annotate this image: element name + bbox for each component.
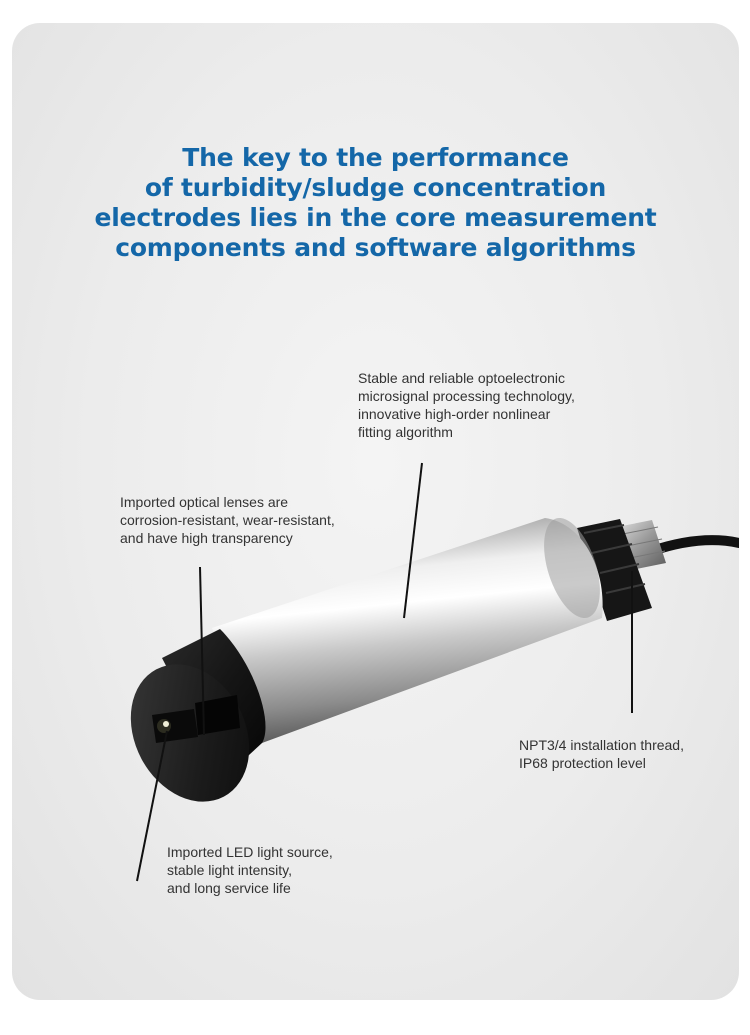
callout-thread (519, 736, 684, 772)
callout-lens-line-1: Imported optical lenses are (120, 494, 289, 510)
callout-led-line-3: and long service life (167, 880, 291, 896)
callout-thread-line-2: IP68 protection level (519, 755, 646, 771)
callout-algorithm-line-1: Stable and reliable optoelectronic (358, 370, 566, 386)
callout-algorithm (358, 369, 575, 441)
callout-led (167, 843, 333, 897)
callout-lens (120, 493, 335, 547)
callout-lens-line-3: and have high transparency (120, 530, 293, 546)
callout-thread-line-1: NPT3/4 installation thread, (519, 737, 684, 753)
callout-algorithm-line-2: microsignal processing technology, (358, 388, 575, 404)
callout-lens-line-2: corrosion-resistant, wear-resistant, (120, 512, 335, 528)
title-line-4: components and software algorithms (115, 233, 636, 262)
callout-algorithm-line-4: fitting algorithm (358, 424, 453, 440)
title-line-2: of turbidity/sludge concentration (144, 173, 607, 202)
callout-led-line-2: stable light intensity, (167, 862, 293, 878)
stainless-body (212, 518, 603, 743)
callout-led-line-1: Imported LED light source, (167, 844, 333, 860)
product-card (12, 23, 739, 1000)
cable (652, 540, 739, 551)
callout-algorithm-line-3: innovative high-order nonlinear (358, 406, 551, 422)
title-line-1: The key to the performance (182, 143, 569, 172)
title-line-3: electrodes lies in the core measurement (94, 203, 657, 232)
